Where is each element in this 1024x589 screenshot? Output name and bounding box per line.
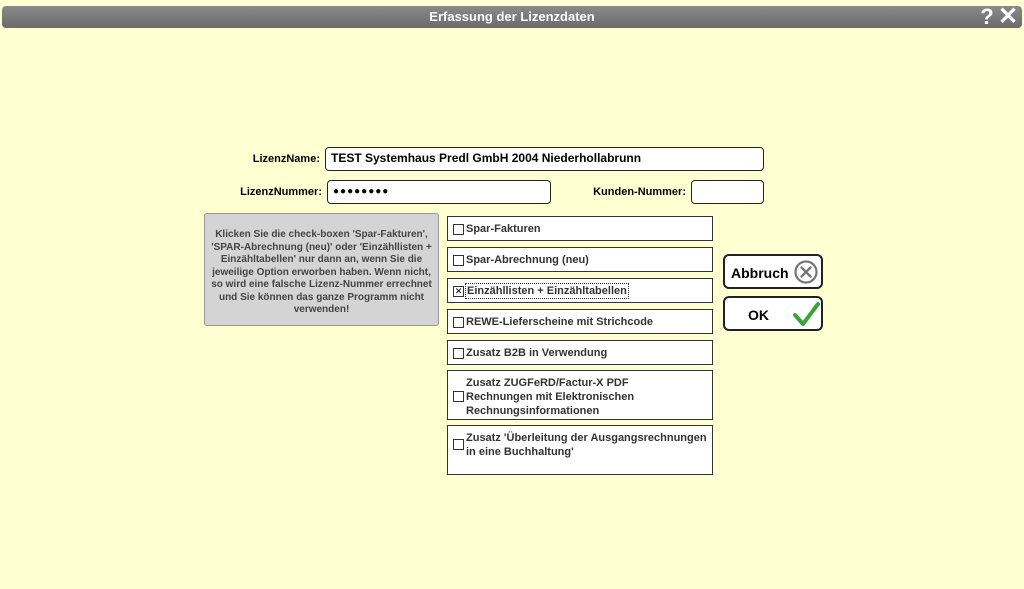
option-b2b[interactable] <box>447 340 713 365</box>
option-label: Zusatz ZUGFeRD/Factur-X PDF Rechnungen mit Elektronischen Rechnungsinformationen <box>466 377 635 417</box>
lizenz-name-input[interactable]: TEST Systemhaus Predl GmbH 2004 Niederhollabrunn <box>325 147 764 171</box>
checkbox[interactable] <box>453 255 464 266</box>
lizenz-nummer-label: LizenzNummer: <box>240 186 322 198</box>
option-zugferd[interactable] <box>447 370 713 420</box>
lizenz-name-label: LizenzName: <box>252 153 320 165</box>
ok-button[interactable] <box>723 296 823 331</box>
help-icon[interactable]: ? <box>980 4 994 29</box>
lizenz-nummer-input[interactable]: ●●●●●●●● <box>327 180 551 204</box>
checkbox[interactable] <box>453 439 464 450</box>
close-icon[interactable]: ✕ <box>997 3 1019 30</box>
window-title: Erfassung der Lizenzdaten <box>429 9 595 24</box>
kunden-nummer-label: Kunden-Nummer: <box>593 186 686 198</box>
option-label: REWE-Lieferscheine mit Strichcode <box>466 316 654 328</box>
ok-button-label: OK <box>748 307 769 323</box>
option-label: Spar-Fakturen <box>466 223 541 235</box>
cancel-button[interactable] <box>723 254 823 289</box>
option-spar-fakturen[interactable] <box>447 216 713 241</box>
cancel-button-label: Abbruch <box>731 265 789 281</box>
kunden-nummer-input[interactable] <box>691 180 764 204</box>
checkmark-icon <box>792 300 820 328</box>
option-label: Zusatz 'Überleitung der Ausgangsrechnungen in eine Buchhaltung' <box>466 432 707 458</box>
checkbox-checked[interactable]: ✕ <box>454 286 463 296</box>
option-rewe-lieferscheine[interactable] <box>447 309 713 334</box>
checkbox[interactable] <box>453 391 464 402</box>
cancel-circle-icon <box>794 260 818 284</box>
option-label: Zusatz B2B in Verwendung <box>466 347 608 359</box>
checkbox[interactable] <box>453 224 464 235</box>
license-info-text: Klicken Sie die check-boxen 'Spar-Fakturen', 'SPAR-Abrechnung (neu)' oder 'Einzähllisten + Einzähltabellen' nur dann an, wenn Sie die jeweilige Option erworben haben. Wenn nicht, so wird eine falsche Lizenz-Nummer errechnet und Sie können das ganze Programm nicht verwenden! <box>204 213 439 326</box>
checkbox[interactable] <box>453 348 464 359</box>
option-ueberleitung-buchhaltung[interactable] <box>447 425 713 475</box>
option-spar-abrechnung[interactable] <box>447 247 713 272</box>
option-label: Spar-Abrechnung (neu) <box>466 254 589 266</box>
option-label: Einzähllisten + Einzähltabellen <box>467 285 627 297</box>
option-einzaehllisten[interactable] <box>447 278 713 303</box>
title-bar <box>2 3 1022 30</box>
checkbox[interactable] <box>453 317 464 328</box>
